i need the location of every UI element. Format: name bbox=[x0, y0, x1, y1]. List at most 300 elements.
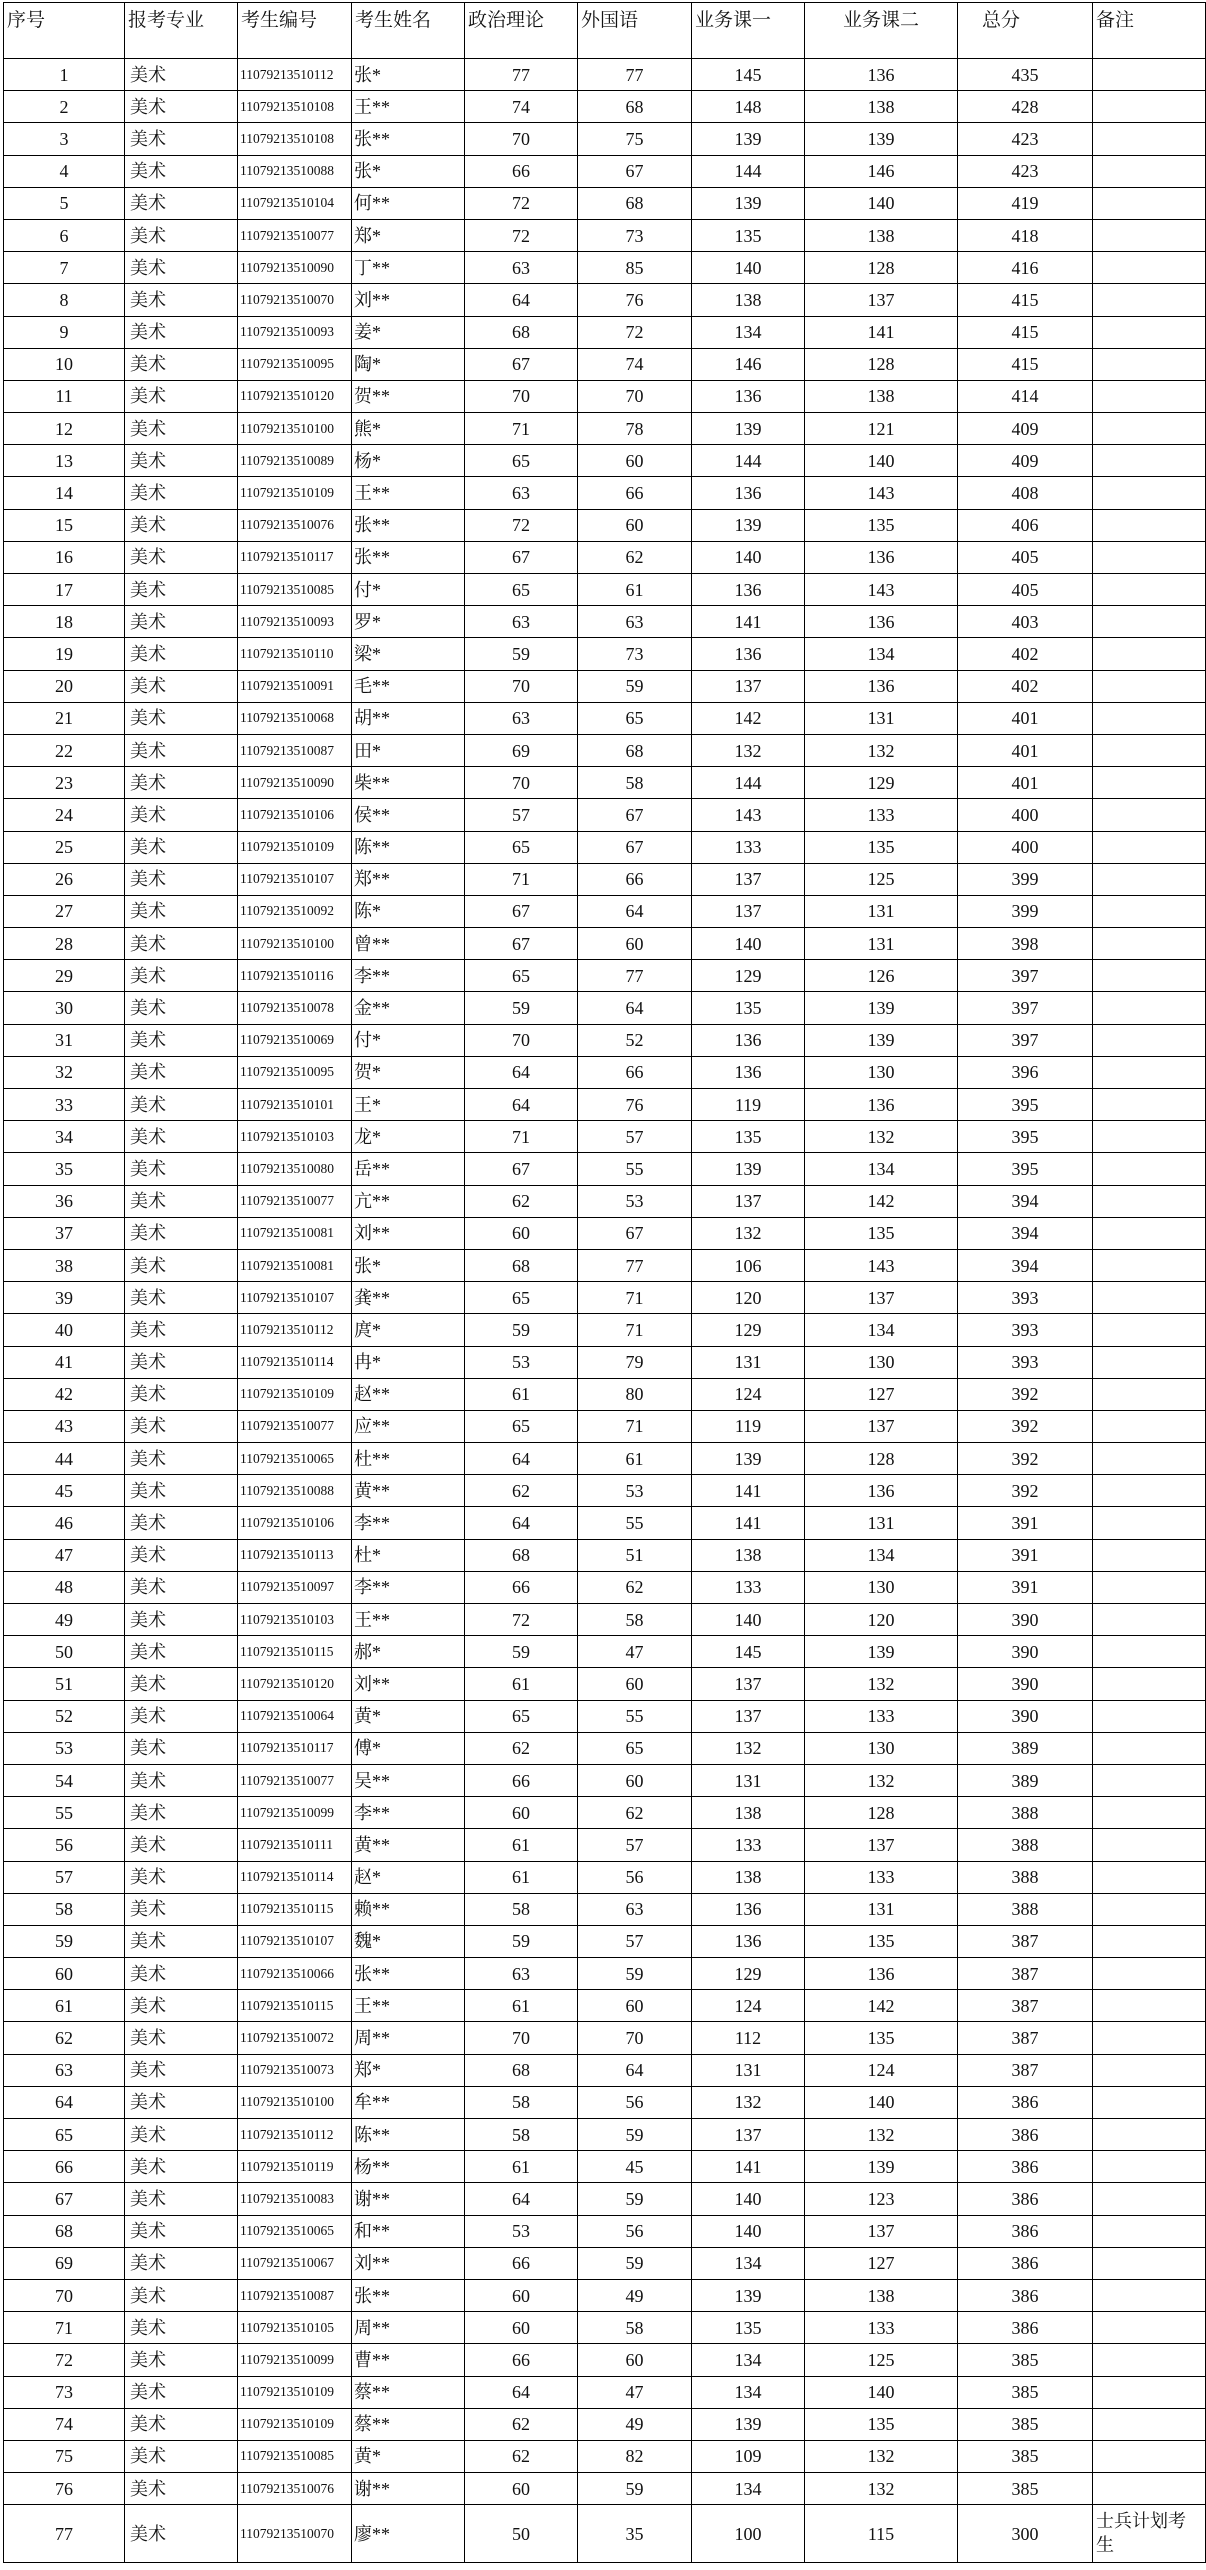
cell-major: 美术 bbox=[125, 1282, 238, 1314]
cell-total: 392 bbox=[958, 1378, 1093, 1410]
cell-politics: 71 bbox=[465, 863, 578, 895]
cell-no: 1 bbox=[4, 59, 125, 91]
cell-foreign-language: 76 bbox=[578, 1089, 692, 1121]
cell-remark bbox=[1093, 574, 1206, 606]
cell-course-1: 131 bbox=[692, 1346, 805, 1378]
cell-no: 71 bbox=[4, 2312, 125, 2344]
cell-exam-id: 11079213510115 bbox=[238, 1893, 352, 1925]
cell-politics: 70 bbox=[465, 670, 578, 702]
header-politics: 政治理论 bbox=[465, 3, 578, 59]
header-total: 总分 bbox=[958, 3, 1093, 59]
cell-exam-id: 11079213510077 bbox=[238, 1185, 352, 1217]
cell-name: 张* bbox=[352, 155, 465, 187]
cell-politics: 68 bbox=[465, 1249, 578, 1281]
cell-no: 60 bbox=[4, 1958, 125, 1990]
score-table bbox=[3, 2, 1206, 2563]
table-row bbox=[4, 1121, 1206, 1153]
cell-course-1: 139 bbox=[692, 1153, 805, 1185]
cell-politics: 66 bbox=[465, 2344, 578, 2376]
cell-no: 77 bbox=[4, 2505, 125, 2563]
cell-course-1: 120 bbox=[692, 1282, 805, 1314]
cell-politics: 68 bbox=[465, 2054, 578, 2086]
cell-foreign-language: 59 bbox=[578, 670, 692, 702]
cell-name: 王** bbox=[352, 477, 465, 509]
cell-remark bbox=[1093, 1024, 1206, 1056]
cell-no: 75 bbox=[4, 2440, 125, 2472]
cell-politics: 67 bbox=[465, 928, 578, 960]
table-row bbox=[4, 863, 1206, 895]
table-row bbox=[4, 1443, 1206, 1475]
cell-remark bbox=[1093, 1797, 1206, 1829]
cell-major: 美术 bbox=[125, 1024, 238, 1056]
cell-no: 62 bbox=[4, 2022, 125, 2054]
cell-course-2: 134 bbox=[805, 638, 958, 670]
cell-no: 10 bbox=[4, 348, 125, 380]
cell-course-1: 133 bbox=[692, 831, 805, 863]
cell-remark bbox=[1093, 1990, 1206, 2022]
cell-course-2: 136 bbox=[805, 1089, 958, 1121]
cell-no: 41 bbox=[4, 1346, 125, 1378]
cell-major: 美术 bbox=[125, 1764, 238, 1796]
cell-remark bbox=[1093, 509, 1206, 541]
cell-total: 388 bbox=[958, 1797, 1093, 1829]
cell-course-2: 134 bbox=[805, 1153, 958, 1185]
cell-exam-id: 11079213510110 bbox=[238, 638, 352, 670]
cell-total: 393 bbox=[958, 1346, 1093, 1378]
cell-no: 8 bbox=[4, 284, 125, 316]
cell-politics: 63 bbox=[465, 1958, 578, 1990]
cell-exam-id: 11079213510093 bbox=[238, 316, 352, 348]
cell-major: 美术 bbox=[125, 1346, 238, 1378]
cell-course-1: 140 bbox=[692, 541, 805, 573]
cell-foreign-language: 60 bbox=[578, 2344, 692, 2376]
table-row bbox=[4, 670, 1206, 702]
cell-politics: 67 bbox=[465, 541, 578, 573]
table-row bbox=[4, 799, 1206, 831]
cell-foreign-language: 77 bbox=[578, 1249, 692, 1281]
cell-foreign-language: 66 bbox=[578, 1056, 692, 1088]
cell-politics: 65 bbox=[465, 445, 578, 477]
cell-name: 庹* bbox=[352, 1314, 465, 1346]
cell-name: 赖** bbox=[352, 1893, 465, 1925]
cell-total: 391 bbox=[958, 1539, 1093, 1571]
cell-exam-id: 11079213510120 bbox=[238, 1668, 352, 1700]
cell-name: 付* bbox=[352, 1024, 465, 1056]
cell-remark bbox=[1093, 348, 1206, 380]
table-row bbox=[4, 734, 1206, 766]
cell-course-2: 131 bbox=[805, 1507, 958, 1539]
cell-course-1: 132 bbox=[692, 1217, 805, 1249]
cell-exam-id: 11079213510092 bbox=[238, 895, 352, 927]
cell-no: 9 bbox=[4, 316, 125, 348]
cell-foreign-language: 52 bbox=[578, 1024, 692, 1056]
cell-politics: 63 bbox=[465, 252, 578, 284]
cell-foreign-language: 35 bbox=[578, 2505, 692, 2563]
cell-foreign-language: 74 bbox=[578, 348, 692, 380]
cell-name: 张** bbox=[352, 509, 465, 541]
cell-politics: 60 bbox=[465, 1217, 578, 1249]
cell-exam-id: 11079213510100 bbox=[238, 928, 352, 960]
cell-remark bbox=[1093, 252, 1206, 284]
cell-no: 43 bbox=[4, 1410, 125, 1442]
cell-total: 386 bbox=[958, 2151, 1093, 2183]
cell-exam-id: 11079213510109 bbox=[238, 831, 352, 863]
table-row bbox=[4, 2119, 1206, 2151]
cell-no: 56 bbox=[4, 1829, 125, 1861]
cell-remark bbox=[1093, 2151, 1206, 2183]
cell-exam-id: 11079213510077 bbox=[238, 219, 352, 251]
cell-foreign-language: 55 bbox=[578, 1507, 692, 1539]
cell-course-1: 136 bbox=[692, 1056, 805, 1088]
cell-no: 72 bbox=[4, 2344, 125, 2376]
cell-major: 美术 bbox=[125, 1636, 238, 1668]
cell-major: 美术 bbox=[125, 155, 238, 187]
cell-course-2: 139 bbox=[805, 992, 958, 1024]
cell-politics: 64 bbox=[465, 1089, 578, 1121]
cell-total: 395 bbox=[958, 1153, 1093, 1185]
cell-major: 美术 bbox=[125, 2440, 238, 2472]
cell-remark bbox=[1093, 2279, 1206, 2311]
cell-course-1: 134 bbox=[692, 316, 805, 348]
cell-politics: 70 bbox=[465, 123, 578, 155]
cell-exam-id: 11079213510108 bbox=[238, 91, 352, 123]
cell-course-2: 138 bbox=[805, 380, 958, 412]
cell-course-1: 140 bbox=[692, 1604, 805, 1636]
cell-total: 385 bbox=[958, 2440, 1093, 2472]
cell-course-1: 145 bbox=[692, 59, 805, 91]
cell-foreign-language: 59 bbox=[578, 2247, 692, 2279]
cell-no: 25 bbox=[4, 831, 125, 863]
cell-remark bbox=[1093, 1249, 1206, 1281]
cell-name: 魏* bbox=[352, 1925, 465, 1957]
cell-no: 34 bbox=[4, 1121, 125, 1153]
cell-foreign-language: 60 bbox=[578, 928, 692, 960]
cell-politics: 68 bbox=[465, 1539, 578, 1571]
table-row bbox=[4, 2408, 1206, 2440]
cell-course-1: 146 bbox=[692, 348, 805, 380]
cell-major: 美术 bbox=[125, 91, 238, 123]
cell-major: 美术 bbox=[125, 1958, 238, 1990]
cell-remark bbox=[1093, 767, 1206, 799]
cell-foreign-language: 53 bbox=[578, 1475, 692, 1507]
cell-remark bbox=[1093, 1893, 1206, 1925]
cell-course-1: 134 bbox=[692, 2376, 805, 2408]
cell-course-2: 136 bbox=[805, 670, 958, 702]
cell-course-1: 133 bbox=[692, 1829, 805, 1861]
cell-name: 郝* bbox=[352, 1636, 465, 1668]
cell-remark bbox=[1093, 799, 1206, 831]
cell-remark bbox=[1093, 928, 1206, 960]
cell-no: 15 bbox=[4, 509, 125, 541]
cell-no: 45 bbox=[4, 1475, 125, 1507]
cell-politics: 61 bbox=[465, 1990, 578, 2022]
cell-remark bbox=[1093, 2119, 1206, 2151]
cell-foreign-language: 59 bbox=[578, 2183, 692, 2215]
cell-remark bbox=[1093, 1571, 1206, 1603]
cell-no: 29 bbox=[4, 960, 125, 992]
cell-exam-id: 11079213510112 bbox=[238, 59, 352, 91]
cell-no: 76 bbox=[4, 2473, 125, 2505]
cell-course-1: 137 bbox=[692, 895, 805, 927]
cell-course-2: 132 bbox=[805, 2119, 958, 2151]
cell-course-1: 136 bbox=[692, 1893, 805, 1925]
cell-no: 47 bbox=[4, 1539, 125, 1571]
cell-total: 386 bbox=[958, 2312, 1093, 2344]
table-row bbox=[4, 1571, 1206, 1603]
cell-total: 386 bbox=[958, 2215, 1093, 2247]
cell-remark bbox=[1093, 2440, 1206, 2472]
cell-name: 贺* bbox=[352, 1056, 465, 1088]
cell-remark bbox=[1093, 91, 1206, 123]
cell-politics: 64 bbox=[465, 2183, 578, 2215]
cell-major: 美术 bbox=[125, 2086, 238, 2118]
cell-major: 美术 bbox=[125, 831, 238, 863]
cell-name: 谢** bbox=[352, 2183, 465, 2215]
cell-course-1: 136 bbox=[692, 574, 805, 606]
cell-foreign-language: 82 bbox=[578, 2440, 692, 2472]
cell-course-2: 139 bbox=[805, 2151, 958, 2183]
cell-no: 53 bbox=[4, 1732, 125, 1764]
cell-total: 416 bbox=[958, 252, 1093, 284]
cell-exam-id: 11079213510095 bbox=[238, 1056, 352, 1088]
cell-foreign-language: 80 bbox=[578, 1378, 692, 1410]
cell-name: 赵** bbox=[352, 1378, 465, 1410]
cell-exam-id: 11079213510077 bbox=[238, 1410, 352, 1442]
cell-course-2: 142 bbox=[805, 1185, 958, 1217]
cell-foreign-language: 71 bbox=[578, 1282, 692, 1314]
cell-course-2: 131 bbox=[805, 928, 958, 960]
cell-politics: 67 bbox=[465, 348, 578, 380]
cell-course-2: 138 bbox=[805, 91, 958, 123]
cell-course-2: 140 bbox=[805, 2086, 958, 2118]
cell-major: 美术 bbox=[125, 895, 238, 927]
cell-major: 美术 bbox=[125, 477, 238, 509]
cell-remark bbox=[1093, 1089, 1206, 1121]
cell-remark bbox=[1093, 1539, 1206, 1571]
cell-total: 390 bbox=[958, 1668, 1093, 1700]
cell-foreign-language: 65 bbox=[578, 702, 692, 734]
cell-name: 陈** bbox=[352, 831, 465, 863]
cell-course-1: 145 bbox=[692, 1636, 805, 1668]
cell-major: 美术 bbox=[125, 2505, 238, 2563]
cell-exam-id: 11079213510106 bbox=[238, 799, 352, 831]
cell-no: 58 bbox=[4, 1893, 125, 1925]
cell-foreign-language: 70 bbox=[578, 380, 692, 412]
cell-major: 美术 bbox=[125, 348, 238, 380]
cell-no: 13 bbox=[4, 445, 125, 477]
cell-total: 386 bbox=[958, 2086, 1093, 2118]
table-row bbox=[4, 1732, 1206, 1764]
cell-major: 美术 bbox=[125, 2376, 238, 2408]
cell-total: 392 bbox=[958, 1443, 1093, 1475]
cell-exam-id: 11079213510101 bbox=[238, 1089, 352, 1121]
cell-name: 金** bbox=[352, 992, 465, 1024]
cell-total: 400 bbox=[958, 831, 1093, 863]
cell-politics: 57 bbox=[465, 799, 578, 831]
cell-politics: 64 bbox=[465, 1443, 578, 1475]
cell-course-2: 132 bbox=[805, 2473, 958, 2505]
cell-remark bbox=[1093, 316, 1206, 348]
cell-exam-id: 11079213510099 bbox=[238, 1797, 352, 1829]
cell-foreign-language: 56 bbox=[578, 1861, 692, 1893]
cell-course-1: 137 bbox=[692, 1700, 805, 1732]
cell-major: 美术 bbox=[125, 541, 238, 573]
cell-total: 387 bbox=[958, 1958, 1093, 1990]
header-row bbox=[4, 3, 1206, 59]
cell-name: 陈** bbox=[352, 2119, 465, 2151]
cell-name: 李** bbox=[352, 960, 465, 992]
cell-total: 408 bbox=[958, 477, 1093, 509]
cell-foreign-language: 53 bbox=[578, 1185, 692, 1217]
cell-politics: 68 bbox=[465, 316, 578, 348]
cell-total: 418 bbox=[958, 219, 1093, 251]
cell-remark bbox=[1093, 59, 1206, 91]
table-body bbox=[4, 59, 1206, 2563]
cell-foreign-language: 72 bbox=[578, 316, 692, 348]
cell-major: 美术 bbox=[125, 1378, 238, 1410]
cell-no: 28 bbox=[4, 928, 125, 960]
cell-remark bbox=[1093, 1121, 1206, 1153]
cell-total: 401 bbox=[958, 734, 1093, 766]
cell-course-1: 112 bbox=[692, 2022, 805, 2054]
cell-course-1: 137 bbox=[692, 1185, 805, 1217]
cell-total: 385 bbox=[958, 2376, 1093, 2408]
cell-major: 美术 bbox=[125, 1732, 238, 1764]
cell-remark bbox=[1093, 1282, 1206, 1314]
cell-no: 40 bbox=[4, 1314, 125, 1346]
table-row bbox=[4, 1700, 1206, 1732]
cell-course-2: 130 bbox=[805, 1056, 958, 1088]
cell-remark bbox=[1093, 1604, 1206, 1636]
cell-total: 403 bbox=[958, 606, 1093, 638]
cell-major: 美术 bbox=[125, 2215, 238, 2247]
cell-name: 何** bbox=[352, 187, 465, 219]
cell-major: 美术 bbox=[125, 2312, 238, 2344]
cell-course-2: 132 bbox=[805, 1668, 958, 1700]
table-row bbox=[4, 1475, 1206, 1507]
cell-exam-id: 11079213510088 bbox=[238, 155, 352, 187]
cell-politics: 60 bbox=[465, 2473, 578, 2505]
cell-no: 32 bbox=[4, 1056, 125, 1088]
cell-course-2: 132 bbox=[805, 734, 958, 766]
cell-course-1: 136 bbox=[692, 380, 805, 412]
cell-name: 杜** bbox=[352, 1443, 465, 1475]
cell-name: 王** bbox=[352, 91, 465, 123]
cell-remark bbox=[1093, 2408, 1206, 2440]
cell-total: 393 bbox=[958, 1314, 1093, 1346]
cell-course-1: 140 bbox=[692, 2183, 805, 2215]
cell-politics: 61 bbox=[465, 1829, 578, 1861]
cell-total: 389 bbox=[958, 1764, 1093, 1796]
header-remark: 备注 bbox=[1093, 3, 1206, 59]
cell-total: 385 bbox=[958, 2344, 1093, 2376]
cell-foreign-language: 57 bbox=[578, 1121, 692, 1153]
cell-course-2: 131 bbox=[805, 895, 958, 927]
cell-politics: 70 bbox=[465, 380, 578, 412]
cell-name: 侯** bbox=[352, 799, 465, 831]
cell-remark bbox=[1093, 2376, 1206, 2408]
cell-total: 435 bbox=[958, 59, 1093, 91]
cell-course-1: 124 bbox=[692, 1378, 805, 1410]
table-row bbox=[4, 316, 1206, 348]
cell-course-2: 132 bbox=[805, 1764, 958, 1796]
cell-exam-id: 11079213510106 bbox=[238, 1507, 352, 1539]
cell-foreign-language: 62 bbox=[578, 1797, 692, 1829]
cell-course-1: 106 bbox=[692, 1249, 805, 1281]
cell-course-1: 129 bbox=[692, 1958, 805, 1990]
cell-total: 405 bbox=[958, 574, 1093, 606]
cell-exam-id: 11079213510116 bbox=[238, 960, 352, 992]
cell-remark bbox=[1093, 734, 1206, 766]
cell-major: 美术 bbox=[125, 509, 238, 541]
table-row bbox=[4, 1958, 1206, 1990]
cell-course-1: 141 bbox=[692, 1507, 805, 1539]
cell-major: 美术 bbox=[125, 1571, 238, 1603]
cell-name: 黄* bbox=[352, 1700, 465, 1732]
cell-no: 6 bbox=[4, 219, 125, 251]
cell-politics: 63 bbox=[465, 702, 578, 734]
cell-major: 美术 bbox=[125, 252, 238, 284]
cell-foreign-language: 67 bbox=[578, 799, 692, 831]
cell-foreign-language: 77 bbox=[578, 59, 692, 91]
cell-total: 395 bbox=[958, 1121, 1093, 1153]
cell-course-1: 144 bbox=[692, 767, 805, 799]
cell-foreign-language: 56 bbox=[578, 2086, 692, 2118]
cell-total: 396 bbox=[958, 1056, 1093, 1088]
cell-exam-id: 11079213510080 bbox=[238, 1153, 352, 1185]
cell-politics: 62 bbox=[465, 2440, 578, 2472]
header-name: 考生姓名 bbox=[352, 3, 465, 59]
cell-politics: 58 bbox=[465, 2086, 578, 2118]
header-exam-id: 考生编号 bbox=[238, 3, 352, 59]
cell-politics: 61 bbox=[465, 1378, 578, 1410]
cell-remark bbox=[1093, 1636, 1206, 1668]
cell-name: 李** bbox=[352, 1507, 465, 1539]
cell-remark bbox=[1093, 638, 1206, 670]
cell-course-2: 140 bbox=[805, 2376, 958, 2408]
table-row bbox=[4, 960, 1206, 992]
cell-no: 52 bbox=[4, 1700, 125, 1732]
cell-remark bbox=[1093, 1861, 1206, 1893]
cell-total: 402 bbox=[958, 670, 1093, 702]
cell-course-1: 135 bbox=[692, 1121, 805, 1153]
table-row bbox=[4, 123, 1206, 155]
cell-course-2: 142 bbox=[805, 1990, 958, 2022]
cell-major: 美术 bbox=[125, 670, 238, 702]
cell-name: 周** bbox=[352, 2022, 465, 2054]
cell-no: 5 bbox=[4, 187, 125, 219]
cell-no: 57 bbox=[4, 1861, 125, 1893]
cell-exam-id: 11079213510103 bbox=[238, 1604, 352, 1636]
cell-total: 401 bbox=[958, 767, 1093, 799]
cell-foreign-language: 73 bbox=[578, 638, 692, 670]
cell-course-1: 139 bbox=[692, 2279, 805, 2311]
table-row bbox=[4, 348, 1206, 380]
table-row bbox=[4, 1668, 1206, 1700]
cell-course-1: 135 bbox=[692, 219, 805, 251]
table-header bbox=[4, 3, 1206, 59]
cell-course-2: 136 bbox=[805, 606, 958, 638]
cell-politics: 61 bbox=[465, 1668, 578, 1700]
cell-major: 美术 bbox=[125, 2279, 238, 2311]
cell-major: 美术 bbox=[125, 1153, 238, 1185]
table-row bbox=[4, 1346, 1206, 1378]
cell-major: 美术 bbox=[125, 1990, 238, 2022]
cell-exam-id: 11079213510083 bbox=[238, 2183, 352, 2215]
cell-no: 67 bbox=[4, 2183, 125, 2215]
cell-course-2: 146 bbox=[805, 155, 958, 187]
cell-major: 美术 bbox=[125, 2119, 238, 2151]
